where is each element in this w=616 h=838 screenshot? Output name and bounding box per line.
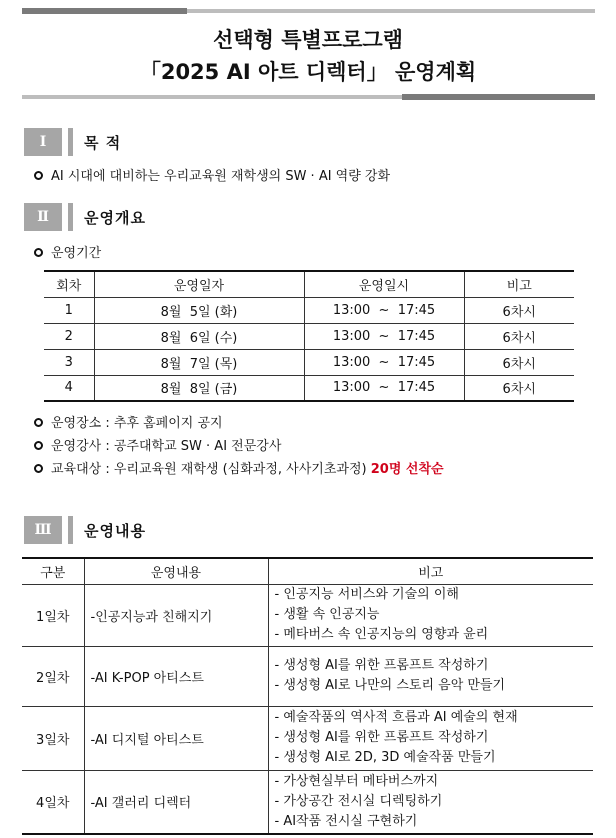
day-cell: 1일차 [22, 584, 84, 646]
target-item: 교육대상 : 우리교육원 재학생 (심화과정, 사사기초과정) 20명 선착순 [34, 458, 444, 477]
circle-bullet-icon [34, 248, 43, 257]
table-header-cell: 운영일시 [304, 271, 464, 297]
table-row [22, 770, 593, 834]
table-row: 4 8월 8일 (금) 13:00 ~ 17:45 6차시 [44, 375, 574, 401]
table-row [22, 646, 593, 706]
section-number: Ⅲ [24, 516, 62, 544]
notes-cell: - 인공지능 서비스와 기술의 이해 - 생활 속 인공지능 - 메타버스 속 인공지능의 영향과 윤리 [268, 584, 593, 646]
content-cell: -AI K-POP 아티스트 [84, 646, 268, 706]
content-cell: -AI 갤러리 디렉터 [84, 770, 268, 834]
content-table [22, 557, 593, 835]
instructor-item: 운영강사 : 공주대학교 SW · AI 전문강사 [34, 435, 281, 454]
header-rule-bottom [22, 94, 595, 100]
table-row: 2 8월 6일 (수) 13:00 ~ 17:45 6차시 [44, 323, 574, 349]
circle-bullet-icon [34, 441, 43, 450]
target-highlight: 20명 선착순 [370, 462, 444, 477]
day-cell: 4일차 [36, 796, 70, 812]
header-rule-top [22, 8, 595, 14]
day-cell: 3일차 [22, 706, 84, 770]
table-header-cell: 비고 [268, 558, 593, 584]
table-header-cell: 회차 [44, 271, 94, 297]
section-content-heading [22, 516, 582, 544]
section-label: 운영내용 [84, 522, 146, 540]
period-label: 운영기간 [34, 242, 101, 261]
table-header-row [44, 271, 574, 297]
notes-cell: - 가상현실부터 메타버스까지 - 가상공간 전시실 디렉팅하기 - AI작품 전시실 구현하기 [268, 770, 593, 834]
table-header-row [22, 558, 593, 584]
table-header-cell: 비고 [464, 271, 574, 297]
place-item: 운영장소 : 추후 홈페이지 공지 [34, 412, 223, 431]
table-row: 3 8월 7일 (목) 13:00 ~ 17:45 6차시 [44, 349, 574, 375]
section-number: Ⅱ [24, 203, 62, 231]
notes-cell: - 생성형 AI를 위한 프롬프트 작성하기 - 생성형 AI로 나만의 스토리 음악 만들기 [268, 646, 593, 706]
notes-cell: - 예술작품의 역사적 흐름과 AI 예술의 현재 - 생성형 AI를 위한 프롬프트 작성하기 - 생성형 AI로 2D, 3D 예술작품 만들기 [268, 706, 593, 770]
section-number: Ⅰ [24, 128, 62, 156]
section-label: 운영개요 [84, 209, 146, 227]
day-cell: 2일차 [22, 646, 84, 706]
doc-title: 선택형 특별프로그램 [213, 28, 403, 52]
circle-bullet-icon [34, 464, 43, 473]
purpose-item: AI 시대에 대비하는 우리교육원 재학생의 SW · AI 역량 강화 [34, 165, 390, 184]
circle-bullet-icon [34, 418, 43, 427]
content-cell: -인공지능과 친해지기 [84, 584, 268, 646]
table-header-cell: 운영일자 [94, 271, 304, 297]
circle-bullet-icon [34, 171, 43, 180]
schedule-table [44, 270, 574, 402]
doc-subtitle: 「2025 AI 아트 디렉터」 운영계획 [139, 60, 477, 84]
section-overview-heading [22, 203, 582, 231]
table-row [22, 584, 593, 646]
table-row [22, 706, 593, 770]
section-label: 목 적 [84, 134, 122, 152]
content-cell: -AI 디지털 아티스트 [84, 706, 268, 770]
section-purpose-heading [22, 128, 582, 156]
table-row: 1 8월 5일 (화) 13:00 ~ 17:45 6차시 [44, 297, 574, 323]
table-header-cell: 구분 [22, 558, 84, 584]
table-header-cell: 운영내용 [84, 558, 268, 584]
